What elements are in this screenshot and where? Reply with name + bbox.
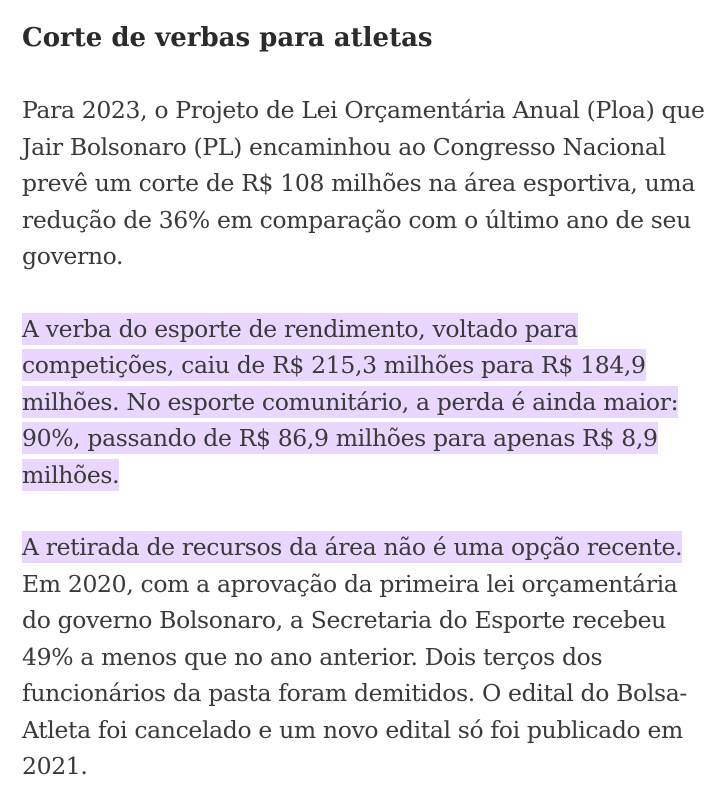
paragraph-history-text: Em 2020, com a aprovação da primeira lei orçamentária do governo Bolsonaro, a Secretaria do Esporte recebeu 49% a menos que no ano anterior. Dois terços dos funcionários da pasta foram demitidos. O edital do Bolsa-Atleta foi cancelado e um novo edital só foi publicado em 2021. bbox=[22, 569, 687, 780]
paragraph-history bbox=[22, 529, 712, 785]
highlighted-history-lead: A retirada de recursos da área não é uma opção recente. bbox=[22, 533, 683, 561]
paragraph-budget-cut-text: Para 2023, o Projeto de Lei Orçamentária Anual (Ploa) que Jair Bolsonaro (PL) encaminhou ao Congresso Nacional prevê um corte de R$ 108 milhões na área esportiva, uma redução de 36% em comparação com o último ano de seu governo. bbox=[22, 96, 705, 270]
article bbox=[22, 18, 712, 785]
highlighted-sport-funding-text: A verba do esporte de rendimento, voltado para competições, caiu de R$ 215,3 milhões para R$ 184,9 milhões. No esporte comunitário, a perda é ainda maior: 90%, passando de R$ 86,9 milhões para apenas R$ 8,9 milhões. bbox=[22, 314, 679, 489]
section-heading: Corte de verbas para atletas bbox=[22, 23, 433, 53]
paragraph-budget-cut bbox=[22, 92, 712, 275]
paragraph-sport-funding bbox=[22, 311, 712, 494]
